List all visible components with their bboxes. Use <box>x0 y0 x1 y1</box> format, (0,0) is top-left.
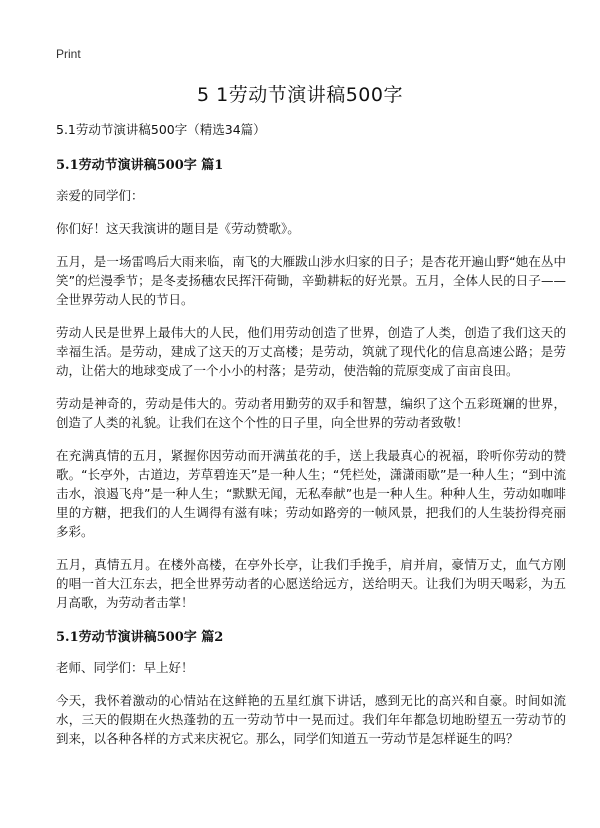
paragraph: 劳动是神奇的，劳动是伟大的。劳动者用勤劳的双手和智慧，编织了这个五彩斑斓的世界，创造了人类的礼貌。让我们在这个个性的日子里，向全世界的劳动者致敬！ <box>56 396 566 430</box>
paragraph: 五月，是一场雷鸣后大雨来临，南飞的大雁跋山涉水归家的日子；是杏花开遍山野“她在丛中笑”的烂漫季节；是冬麦扬穗农民挥汗荷锄，辛勤耕耘的好光景。五月，全体人民的日子——全世界劳动人民的节日。 <box>56 254 566 307</box>
document-subtitle: 5.1劳动节演讲稿500字（精选34篇） <box>56 122 266 137</box>
paragraph: 劳动人民是世界上最伟大的人民，他们用劳动创造了世界，创造了人类，创造了我们这天的幸福生活。是劳动，建成了这天的万丈高楼；是劳动，筑就了现代化的信息高速公路；是劳动，让偌大的地球变成了一个小小的村落；是劳动，使浩翰的荒原变成了亩亩良田。 <box>56 325 566 378</box>
paragraph: 在充满真情的五月，紧握你因劳动而开满茧花的手，送上我最真心的祝福，聆听你劳动的赞歌。“长亭外，古道边，芳草碧连天”是一种人生；“凭栏处，潇潇雨歇”是一种人生；“到中流击水，浪遏飞舟”是一种人生；“默默无闻，无私奉献”也是一种人生。种种人生，劳动如咖啡里的方糖，把我们的人生调得有滋有味；劳动如路旁的一帧风景，把我们的人生装扮得亮丽多彩。 <box>56 448 566 539</box>
paragraph: 亲爱的同学们： <box>56 188 144 203</box>
paragraph: 你们好！这天我演讲的题目是《劳动赞歌》。 <box>56 221 300 236</box>
page-title: 5 1劳动节演讲稿500字 <box>197 84 403 106</box>
section-heading-2: 5.1劳动节演讲稿500字 篇2 <box>56 630 224 645</box>
paragraph: 今天，我怀着激动的心情站在这鲜艳的五星红旗下讲话，感到无比的高兴和自豪。时间如流水，三天的假期在火热蓬勃的五一劳动节中一晃而过。我们年年都急切地盼望五一劳动节的到来，以各种各样的方式来庆祝它。那么，同学们知道五一劳动节是怎样诞生的吗？ <box>56 693 566 746</box>
paragraph: 老师、同学们：早上好！ <box>56 660 194 675</box>
section-heading-1: 5.1劳动节演讲稿500字 篇1 <box>56 158 224 173</box>
paragraph: 五月，真情五月。在楼外高楼，在亭外长亭，让我们手挽手，肩并肩，豪情万丈，血气方刚的唱一首大江东去，把全世界劳动者的心愿送给远方，送给明天。让我们为明天喝彩，为五月高歌，为劳动者击掌！ <box>56 557 566 610</box>
print-label: Print <box>56 47 81 61</box>
document-body <box>56 120 566 762</box>
